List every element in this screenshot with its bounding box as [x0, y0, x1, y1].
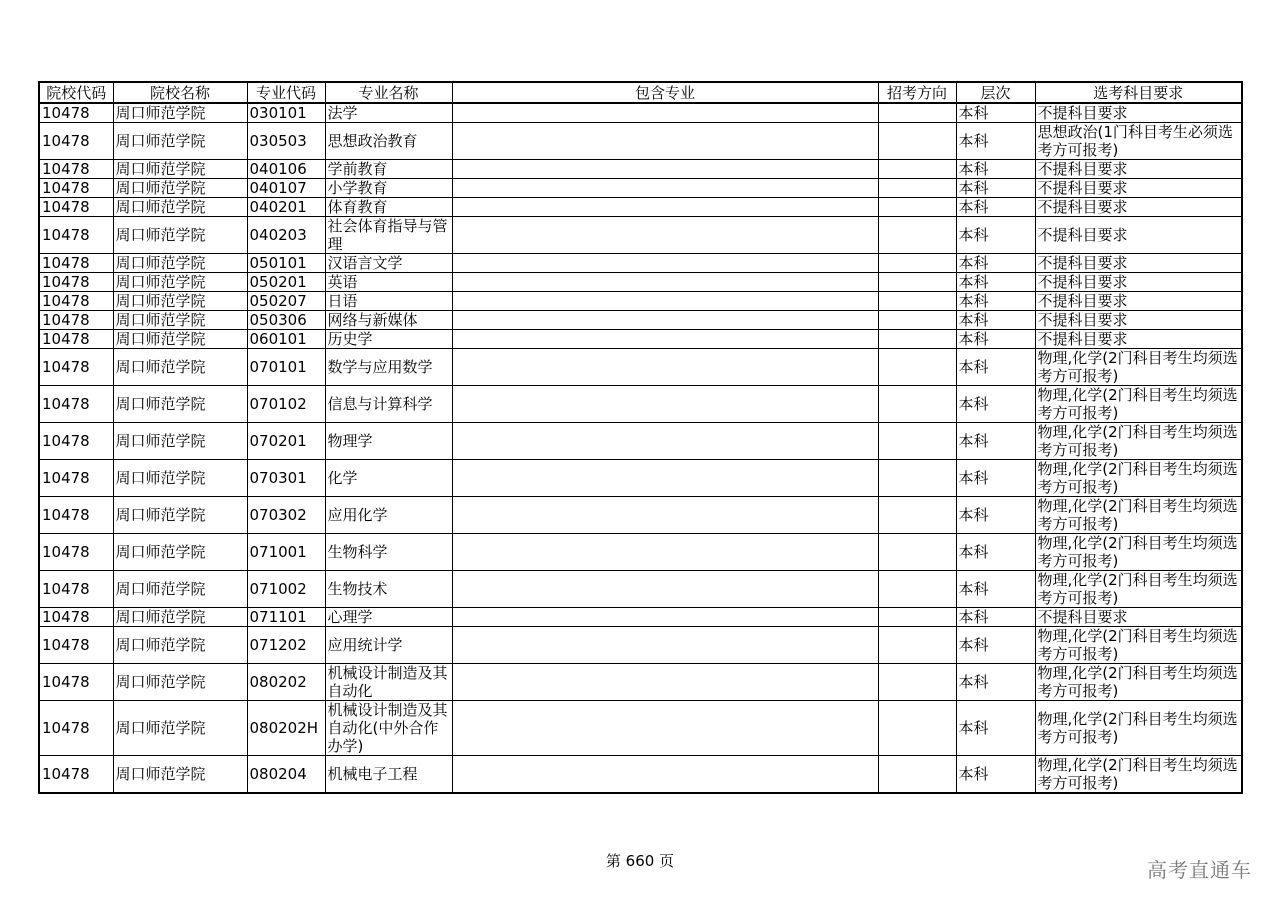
- cell-level: 本科: [956, 608, 1035, 627]
- cell-school-name: 周口师范学院: [113, 254, 247, 273]
- table-row: [39, 460, 1242, 497]
- cell-subject-requirement: 物理,化学(2门科目考生均须选考方可报考): [1035, 664, 1242, 701]
- cell-school-code: 10478: [39, 349, 113, 386]
- cell-school-name: 周口师范学院: [113, 198, 247, 217]
- cell-school-code: 10478: [39, 103, 113, 123]
- page-number: 第 660 页: [605, 852, 675, 870]
- cell-subject-requirement: 物理,化学(2门科目考生均须选考方可报考): [1035, 497, 1242, 534]
- watermark: 高考直通车: [1147, 858, 1252, 882]
- cell-major-code: 050207: [247, 292, 325, 311]
- cell-direction: [878, 423, 956, 460]
- cell-level: 本科: [956, 756, 1035, 794]
- cell-school-code: 10478: [39, 460, 113, 497]
- header-row: [39, 82, 1242, 103]
- table-row: [39, 273, 1242, 292]
- cell-major-name: 生物科学: [325, 534, 452, 571]
- cell-included-majors: [452, 103, 878, 123]
- cell-direction: [878, 198, 956, 217]
- cell-school-name: 周口师范学院: [113, 292, 247, 311]
- cell-school-name: 周口师范学院: [113, 160, 247, 179]
- cell-subject-requirement: 不提科目要求: [1035, 330, 1242, 349]
- cell-major-name: 汉语言文学: [325, 254, 452, 273]
- cell-school-code: 10478: [39, 497, 113, 534]
- cell-major-name: 网络与新媒体: [325, 311, 452, 330]
- cell-subject-requirement: 不提科目要求: [1035, 254, 1242, 273]
- cell-direction: [878, 179, 956, 198]
- cell-major-code: 080202: [247, 664, 325, 701]
- cell-subject-requirement: 物理,化学(2门科目考生均须选考方可报考): [1035, 349, 1242, 386]
- cell-subject-requirement: 物理,化学(2门科目考生均须选考方可报考): [1035, 627, 1242, 664]
- cell-direction: [878, 460, 956, 497]
- cell-major-code: 040201: [247, 198, 325, 217]
- cell-included-majors: [452, 198, 878, 217]
- cell-subject-requirement: 不提科目要求: [1035, 198, 1242, 217]
- cell-school-code: 10478: [39, 292, 113, 311]
- cell-major-code: 071202: [247, 627, 325, 664]
- cell-level: 本科: [956, 292, 1035, 311]
- table-row: [39, 349, 1242, 386]
- cell-major-name: 物理学: [325, 423, 452, 460]
- cell-level: 本科: [956, 103, 1035, 123]
- cell-subject-requirement: 物理,化学(2门科目考生均须选考方可报考): [1035, 386, 1242, 423]
- table-body: [39, 103, 1242, 793]
- table-row: [39, 103, 1242, 123]
- cell-school-name: 周口师范学院: [113, 756, 247, 794]
- cell-level: 本科: [956, 179, 1035, 198]
- table-row: [39, 756, 1242, 794]
- cell-school-code: 10478: [39, 198, 113, 217]
- cell-school-code: 10478: [39, 571, 113, 608]
- cell-level: 本科: [956, 423, 1035, 460]
- cell-major-code: 070301: [247, 460, 325, 497]
- cell-school-name: 周口师范学院: [113, 217, 247, 254]
- cell-included-majors: [452, 423, 878, 460]
- cell-major-name: 机械设计制造及其自动化: [325, 664, 452, 701]
- cell-major-name: 思想政治教育: [325, 123, 452, 160]
- cell-school-code: 10478: [39, 664, 113, 701]
- cell-direction: [878, 292, 956, 311]
- cell-included-majors: [452, 664, 878, 701]
- cell-major-code: 050101: [247, 254, 325, 273]
- cell-major-code: 060101: [247, 330, 325, 349]
- table-row: [39, 179, 1242, 198]
- cell-major-code: 030503: [247, 123, 325, 160]
- cell-school-code: 10478: [39, 311, 113, 330]
- cell-school-code: 10478: [39, 423, 113, 460]
- cell-direction: [878, 123, 956, 160]
- cell-direction: [878, 311, 956, 330]
- cell-subject-requirement: 不提科目要求: [1035, 273, 1242, 292]
- cell-major-code: 071002: [247, 571, 325, 608]
- cell-included-majors: [452, 123, 878, 160]
- cell-school-name: 周口师范学院: [113, 179, 247, 198]
- cell-included-majors: [452, 460, 878, 497]
- cell-included-majors: [452, 330, 878, 349]
- cell-included-majors: [452, 311, 878, 330]
- cell-level: 本科: [956, 160, 1035, 179]
- table-row: [39, 386, 1242, 423]
- cell-subject-requirement: 物理,化学(2门科目考生均须选考方可报考): [1035, 534, 1242, 571]
- cell-major-name: 社会体育指导与管理: [325, 217, 452, 254]
- table-row: [39, 497, 1242, 534]
- cell-major-name: 数学与应用数学: [325, 349, 452, 386]
- cell-direction: [878, 349, 956, 386]
- cell-school-name: 周口师范学院: [113, 701, 247, 756]
- cell-major-name: 历史学: [325, 330, 452, 349]
- header-major-code: 专业代码: [247, 82, 325, 103]
- cell-school-code: 10478: [39, 330, 113, 349]
- cell-level: 本科: [956, 460, 1035, 497]
- cell-school-name: 周口师范学院: [113, 349, 247, 386]
- cell-direction: [878, 386, 956, 423]
- cell-school-name: 周口师范学院: [113, 571, 247, 608]
- cell-direction: [878, 103, 956, 123]
- table-row: [39, 198, 1242, 217]
- cell-level: 本科: [956, 198, 1035, 217]
- cell-major-code: 040106: [247, 160, 325, 179]
- cell-school-name: 周口师范学院: [113, 123, 247, 160]
- table-row: [39, 701, 1242, 756]
- cell-subject-requirement: 物理,化学(2门科目考生均须选考方可报考): [1035, 571, 1242, 608]
- table-row: [39, 123, 1242, 160]
- cell-major-name: 法学: [325, 103, 452, 123]
- table-row: [39, 664, 1242, 701]
- cell-direction: [878, 608, 956, 627]
- table-row: [39, 571, 1242, 608]
- cell-major-code: 050201: [247, 273, 325, 292]
- cell-subject-requirement: 物理,化学(2门科目考生均须选考方可报考): [1035, 701, 1242, 756]
- table-row: [39, 292, 1242, 311]
- cell-level: 本科: [956, 123, 1035, 160]
- cell-direction: [878, 571, 956, 608]
- cell-school-code: 10478: [39, 160, 113, 179]
- cell-major-name: 体育教育: [325, 198, 452, 217]
- cell-subject-requirement: 不提科目要求: [1035, 103, 1242, 123]
- cell-subject-requirement: 不提科目要求: [1035, 179, 1242, 198]
- header-subject-requirement: 选考科目要求: [1035, 82, 1242, 103]
- cell-level: 本科: [956, 349, 1035, 386]
- cell-major-code: 071101: [247, 608, 325, 627]
- cell-major-name: 化学: [325, 460, 452, 497]
- cell-direction: [878, 330, 956, 349]
- cell-direction: [878, 217, 956, 254]
- cell-school-code: 10478: [39, 254, 113, 273]
- cell-included-majors: [452, 701, 878, 756]
- admission-table: [38, 81, 1243, 794]
- cell-direction: [878, 701, 956, 756]
- cell-included-majors: [452, 627, 878, 664]
- cell-major-name: 学前教育: [325, 160, 452, 179]
- cell-subject-requirement: 不提科目要求: [1035, 160, 1242, 179]
- cell-level: 本科: [956, 701, 1035, 756]
- cell-direction: [878, 497, 956, 534]
- table-row: [39, 627, 1242, 664]
- cell-school-code: 10478: [39, 217, 113, 254]
- cell-major-name: 应用统计学: [325, 627, 452, 664]
- cell-school-code: 10478: [39, 273, 113, 292]
- cell-direction: [878, 664, 956, 701]
- cell-major-code: 040107: [247, 179, 325, 198]
- cell-major-name: 信息与计算科学: [325, 386, 452, 423]
- cell-school-name: 周口师范学院: [113, 627, 247, 664]
- cell-direction: [878, 273, 956, 292]
- cell-level: 本科: [956, 571, 1035, 608]
- cell-level: 本科: [956, 273, 1035, 292]
- cell-direction: [878, 254, 956, 273]
- cell-included-majors: [452, 273, 878, 292]
- cell-included-majors: [452, 571, 878, 608]
- cell-direction: [878, 756, 956, 794]
- cell-school-name: 周口师范学院: [113, 534, 247, 571]
- cell-major-name: 心理学: [325, 608, 452, 627]
- cell-school-code: 10478: [39, 123, 113, 160]
- cell-level: 本科: [956, 254, 1035, 273]
- cell-included-majors: [452, 534, 878, 571]
- cell-included-majors: [452, 497, 878, 534]
- table-row: [39, 534, 1242, 571]
- cell-level: 本科: [956, 330, 1035, 349]
- cell-major-name: 英语: [325, 273, 452, 292]
- cell-subject-requirement: 物理,化学(2门科目考生均须选考方可报考): [1035, 460, 1242, 497]
- cell-level: 本科: [956, 534, 1035, 571]
- cell-major-code: 080202H: [247, 701, 325, 756]
- cell-included-majors: [452, 179, 878, 198]
- header-school-code: 院校代码: [39, 82, 113, 103]
- table-row: [39, 311, 1242, 330]
- cell-level: 本科: [956, 664, 1035, 701]
- cell-major-code: 070102: [247, 386, 325, 423]
- cell-included-majors: [452, 608, 878, 627]
- cell-school-name: 周口师范学院: [113, 386, 247, 423]
- cell-major-code: 030101: [247, 103, 325, 123]
- cell-level: 本科: [956, 386, 1035, 423]
- table-row: [39, 423, 1242, 460]
- cell-included-majors: [452, 292, 878, 311]
- cell-school-code: 10478: [39, 534, 113, 571]
- cell-major-code: 070302: [247, 497, 325, 534]
- cell-direction: [878, 534, 956, 571]
- cell-included-majors: [452, 160, 878, 179]
- cell-included-majors: [452, 349, 878, 386]
- cell-school-name: 周口师范学院: [113, 460, 247, 497]
- cell-school-code: 10478: [39, 179, 113, 198]
- cell-major-name: 生物技术: [325, 571, 452, 608]
- cell-school-name: 周口师范学院: [113, 664, 247, 701]
- cell-included-majors: [452, 217, 878, 254]
- cell-school-name: 周口师范学院: [113, 311, 247, 330]
- cell-subject-requirement: 不提科目要求: [1035, 608, 1242, 627]
- cell-major-name: 日语: [325, 292, 452, 311]
- table-row: [39, 330, 1242, 349]
- cell-subject-requirement: 物理,化学(2门科目考生均须选考方可报考): [1035, 756, 1242, 794]
- cell-school-code: 10478: [39, 386, 113, 423]
- cell-school-code: 10478: [39, 627, 113, 664]
- cell-included-majors: [452, 386, 878, 423]
- table-row: [39, 217, 1242, 254]
- cell-school-code: 10478: [39, 608, 113, 627]
- cell-major-code: 050306: [247, 311, 325, 330]
- header-major-name: 专业名称: [325, 82, 452, 103]
- cell-major-name: 小学教育: [325, 179, 452, 198]
- cell-subject-requirement: 不提科目要求: [1035, 292, 1242, 311]
- cell-school-code: 10478: [39, 701, 113, 756]
- table-row: [39, 254, 1242, 273]
- cell-school-name: 周口师范学院: [113, 103, 247, 123]
- cell-level: 本科: [956, 497, 1035, 534]
- cell-major-code: 070101: [247, 349, 325, 386]
- table-row: [39, 608, 1242, 627]
- cell-school-name: 周口师范学院: [113, 273, 247, 292]
- cell-school-name: 周口师范学院: [113, 423, 247, 460]
- cell-included-majors: [452, 756, 878, 794]
- cell-direction: [878, 627, 956, 664]
- header-direction: 招考方向: [878, 82, 956, 103]
- cell-major-name: 机械设计制造及其自动化(中外合作办学): [325, 701, 452, 756]
- cell-major-code: 071001: [247, 534, 325, 571]
- cell-school-code: 10478: [39, 756, 113, 794]
- cell-major-name: 应用化学: [325, 497, 452, 534]
- cell-major-name: 机械电子工程: [325, 756, 452, 794]
- cell-level: 本科: [956, 627, 1035, 664]
- cell-level: 本科: [956, 311, 1035, 330]
- cell-major-code: 040203: [247, 217, 325, 254]
- cell-subject-requirement: 物理,化学(2门科目考生均须选考方可报考): [1035, 423, 1242, 460]
- cell-subject-requirement: 思想政治(1门科目考生必须选考方可报考): [1035, 123, 1242, 160]
- table-row: [39, 160, 1242, 179]
- cell-school-name: 周口师范学院: [113, 608, 247, 627]
- cell-school-name: 周口师范学院: [113, 330, 247, 349]
- cell-level: 本科: [956, 217, 1035, 254]
- header-school-name: 院校名称: [113, 82, 247, 103]
- header-level: 层次: [956, 82, 1035, 103]
- header-included-majors: 包含专业: [452, 82, 878, 103]
- cell-direction: [878, 160, 956, 179]
- cell-major-code: 070201: [247, 423, 325, 460]
- cell-subject-requirement: 不提科目要求: [1035, 311, 1242, 330]
- cell-school-name: 周口师范学院: [113, 497, 247, 534]
- cell-subject-requirement: 不提科目要求: [1035, 217, 1242, 254]
- cell-major-code: 080204: [247, 756, 325, 794]
- cell-included-majors: [452, 254, 878, 273]
